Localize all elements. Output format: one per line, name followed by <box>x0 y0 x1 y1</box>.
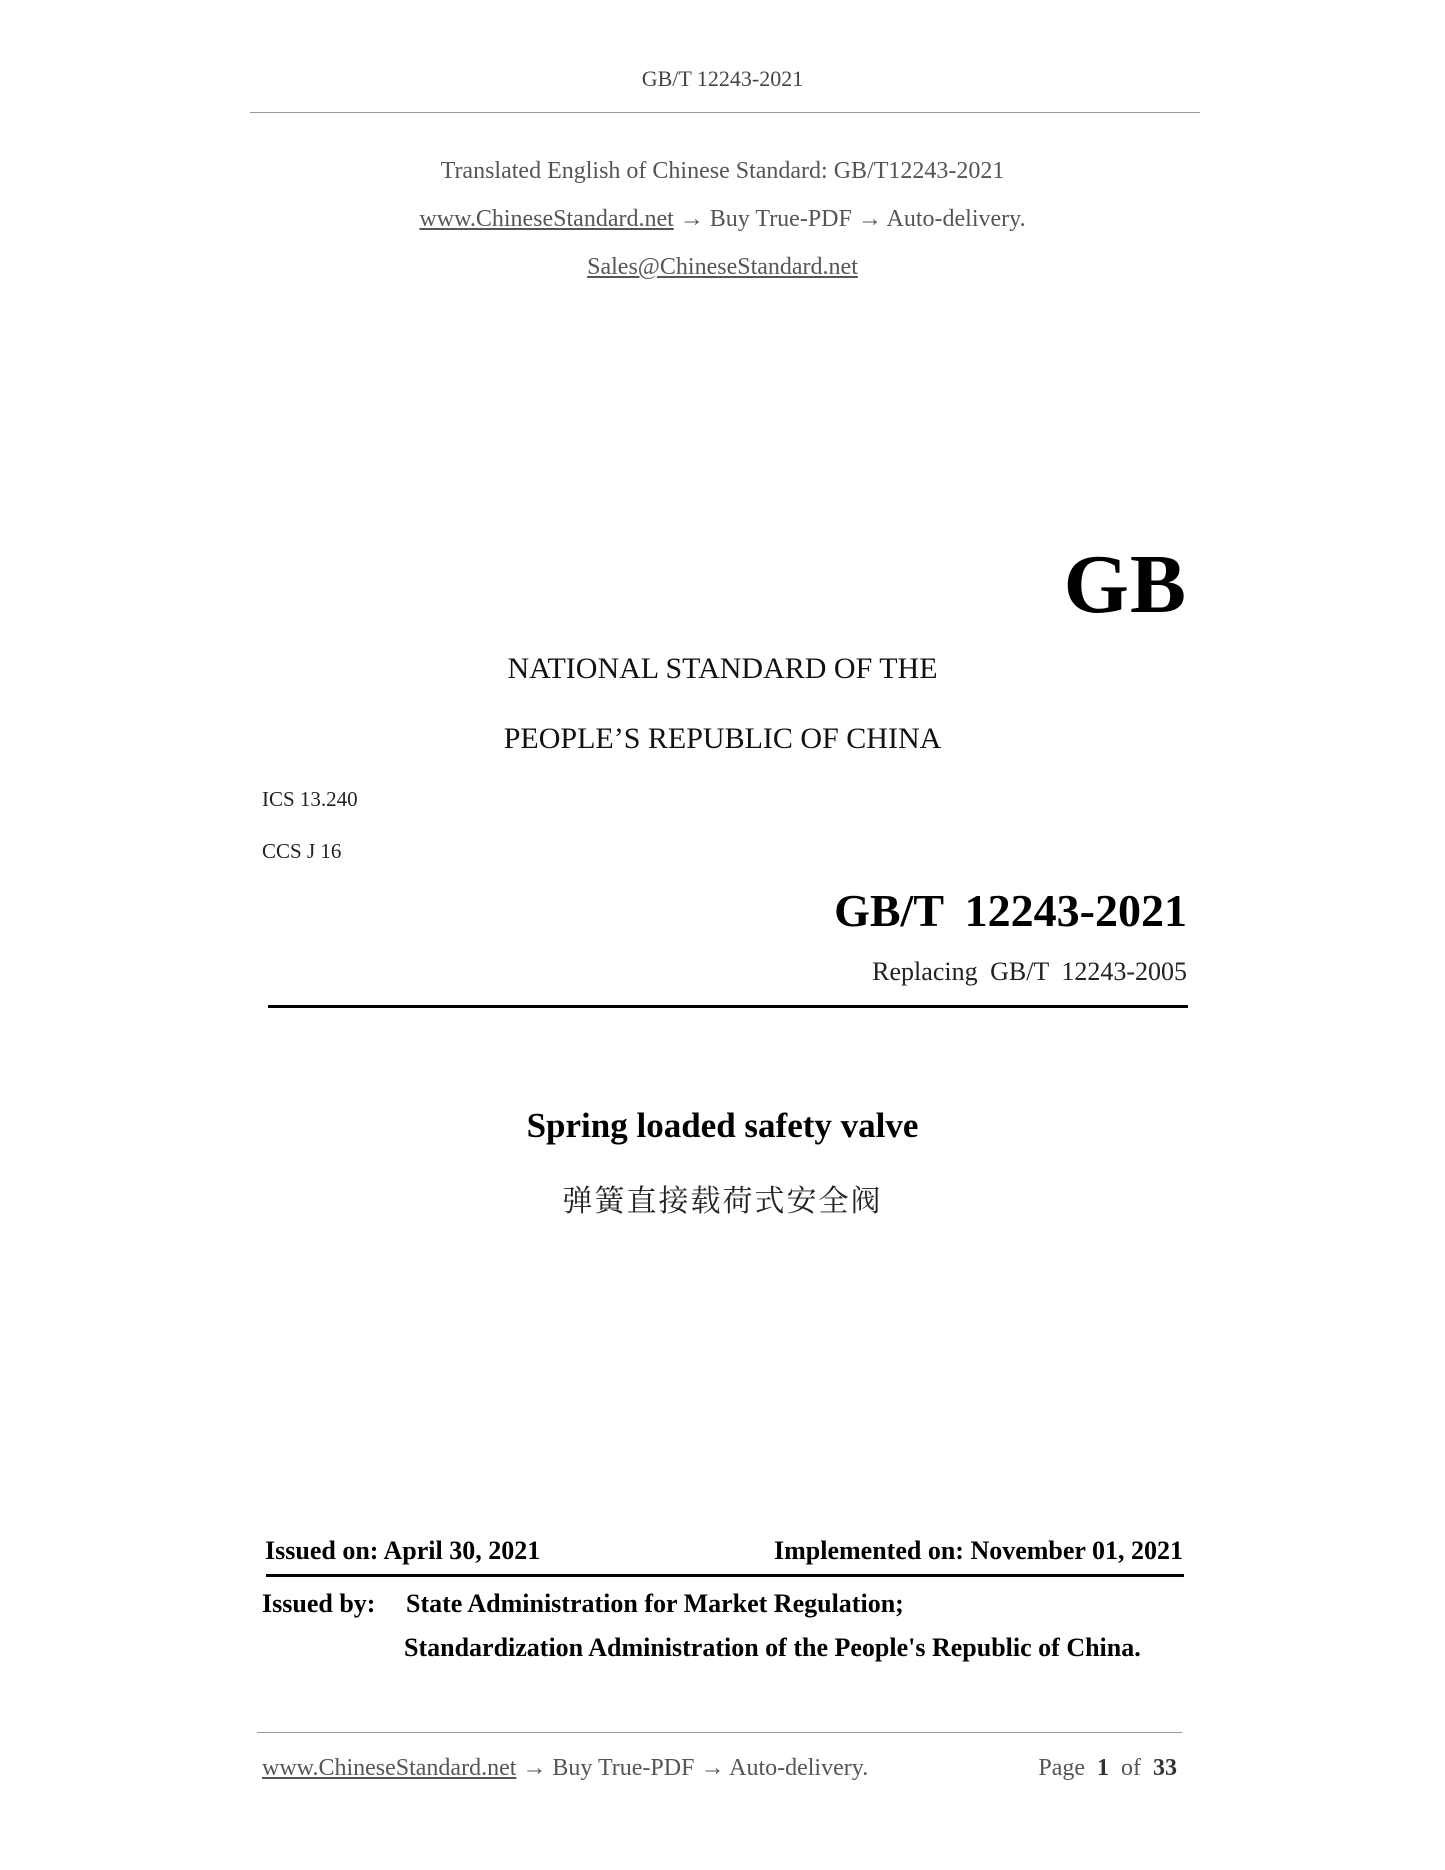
translation-notice: Translated English of Chinese Standard: GB/T12243-2021 <box>440 158 1005 184</box>
buy-text: → Buy True-PDF → Auto-delivery. <box>673 206 1026 232</box>
sales-email-link[interactable]: Sales@ChineseStandard.net <box>587 254 858 280</box>
page-indicator <box>1038 1755 1177 1782</box>
footer-site-link[interactable]: www.ChineseStandard.net <box>262 1755 517 1781</box>
implemented-on-date: Implemented on: November 01, 2021 <box>774 1536 1183 1565</box>
footer-buy-text: → Buy True-PDF → Auto-delivery. <box>516 1755 869 1781</box>
issuer-line1: State Administration for Market Regulation; <box>406 1589 904 1618</box>
issuer-line2: Standardization Administration of the People's Republic of China. <box>404 1633 1141 1662</box>
gb-logo: GB <box>1063 538 1187 631</box>
ccs-code: CCS J 16 <box>262 839 342 863</box>
running-header-code: GB/T 12243-2021 <box>641 66 804 91</box>
header-divider <box>250 112 1200 113</box>
buy-line <box>0 206 1445 233</box>
replacing-note: Replacing GB/T 12243-2005 <box>872 957 1187 986</box>
document-title-cn: 弹簧直接载荷式安全阀 <box>562 1184 883 1219</box>
footer-buy-line <box>262 1755 868 1782</box>
footer-divider <box>257 1732 1182 1733</box>
issued-by-label: Issued by: <box>262 1589 376 1618</box>
national-standard-line2: PEOPLE’S REPUBLIC OF CHINA <box>503 722 942 755</box>
national-standard-line1: NATIONAL STANDARD OF THE <box>507 652 938 685</box>
page-label: Page <box>1038 1755 1085 1781</box>
document-title-en: Spring loaded safety valve <box>526 1106 919 1145</box>
ics-code: ICS 13.240 <box>262 787 358 811</box>
standard-code: GB/T 12243-2021 <box>834 885 1187 936</box>
issued-on-date: Issued on: April 30, 2021 <box>265 1536 541 1565</box>
site-link[interactable]: www.ChineseStandard.net <box>419 206 674 232</box>
sales-line <box>0 254 1445 281</box>
dates-divider <box>266 1574 1184 1577</box>
page-total: 33 <box>1153 1755 1177 1781</box>
main-divider <box>268 1005 1188 1008</box>
page-current: 1 <box>1097 1755 1109 1781</box>
page-of: of <box>1121 1755 1141 1781</box>
